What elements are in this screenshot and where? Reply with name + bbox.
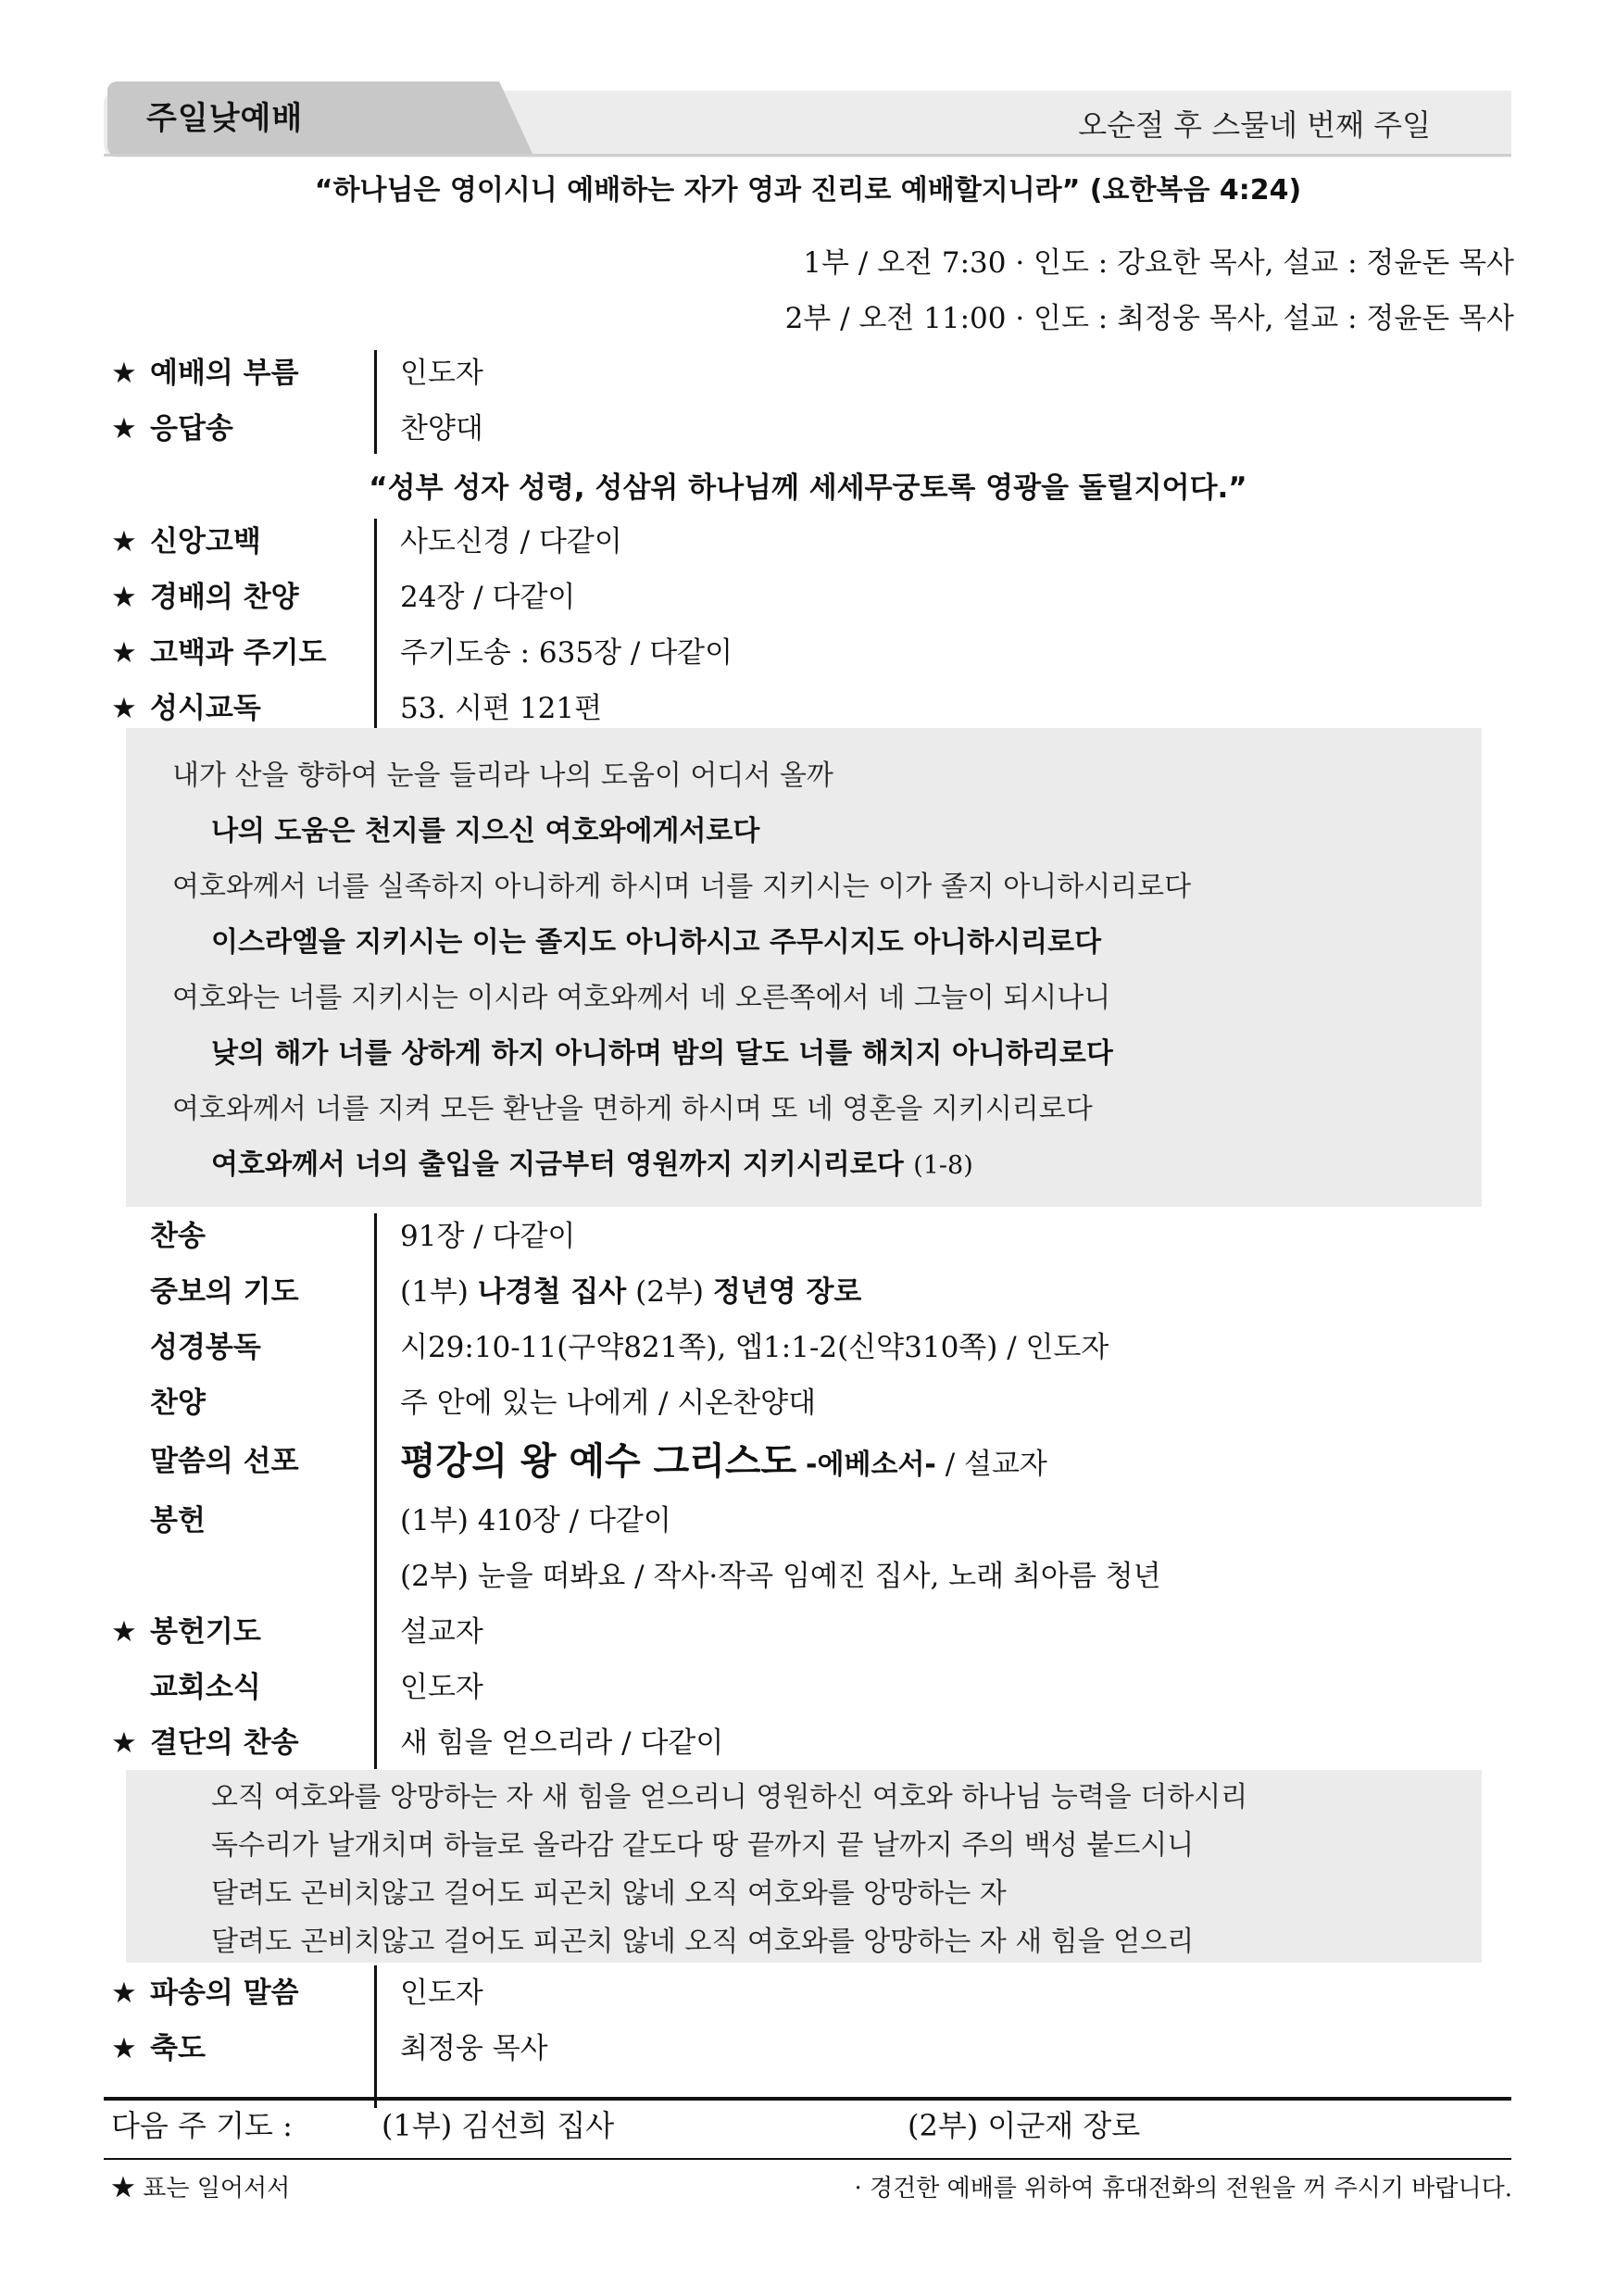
next-week-prayer-2: (2부) 이군재 장로 bbox=[908, 2108, 1141, 2143]
order-item bbox=[111, 1434, 1519, 1489]
order-value bbox=[400, 1434, 1047, 1493]
order-value: 인도자 bbox=[400, 1976, 483, 2010]
psalm-leader-line: 여호와께서 너를 실족하지 아니하게 하시며 너를 지키시는 이가 졸지 아니하시리로다 bbox=[172, 871, 1192, 903]
psalm-response-line: 낮의 해가 너를 상하게 하지 아니하며 밤의 달도 너를 해치지 아니하리로다 bbox=[211, 1037, 1113, 1070]
service-time-1: 1부 / 오전 7:30 · 인도 : 강요한 목사, 설교 : 정윤돈 목사 bbox=[803, 246, 1514, 280]
order-value: 주기도송 : 635장 / 다같이 bbox=[400, 636, 733, 670]
order-value: 24장 / 다같이 bbox=[400, 581, 576, 614]
order-value: 찬양대 bbox=[400, 412, 483, 445]
order-item bbox=[111, 514, 1519, 570]
song-lyric-line: 달려도 곤비치않고 걸어도 피곤치 않네 오직 여호와를 앙망하는 자 bbox=[211, 1877, 1007, 1910]
service-times bbox=[785, 235, 1514, 346]
order-label: 찬양 bbox=[150, 1386, 206, 1420]
star-icon: ★ bbox=[111, 636, 137, 670]
psalm-response-text: 여호와께서 너의 출입을 지금부터 영원까지 지키시리로다 bbox=[211, 1148, 904, 1181]
star-icon: ★ bbox=[111, 1615, 137, 1649]
gloria-patri: “성부 성자 성령, 성삼위 하나님께 세세무궁토록 영광을 돌릴지어다.” bbox=[369, 471, 1247, 505]
standing-note: ★ 표는 일어서서 bbox=[111, 2175, 291, 2202]
psalm-leader-line: 내가 산을 향하여 눈을 들리라 나의 도움이 어디서 올까 bbox=[172, 759, 833, 792]
psalm-response-line: 나의 도움은 천지를 지으신 여호와에게서로다 bbox=[211, 815, 760, 847]
order-value: 인도자 bbox=[400, 1671, 483, 1704]
footer-divider bbox=[104, 2097, 1511, 2101]
order-label: 찬송 bbox=[150, 1220, 206, 1253]
order-label: 예배의 부름 bbox=[150, 357, 299, 390]
order-label: 중보의 기도 bbox=[150, 1275, 299, 1309]
psalm-response-line: 이스라엘을 지키시는 이는 졸지도 아니하시고 주무시지도 아니하시리로다 bbox=[211, 926, 1102, 959]
part-label: (1부) bbox=[400, 1275, 469, 1309]
sermon-title: 평강의 왕 예수 그리스도 bbox=[400, 1440, 797, 1483]
footer-divider bbox=[104, 2158, 1511, 2160]
order-item bbox=[111, 1549, 1519, 1604]
order-label: 성경봉독 bbox=[150, 1331, 261, 1364]
order-label: 교회소식 bbox=[150, 1671, 261, 1704]
prayer-leader-2: 정년영 장로 bbox=[712, 1275, 862, 1309]
order-label: 경배의 찬양 bbox=[150, 581, 299, 614]
order-value: 시29:10-11(구약821쪽), 엡1:1-2(신약310쪽) / 인도자 bbox=[400, 1331, 1109, 1364]
order-item bbox=[111, 1320, 1519, 1375]
part-label: (2부) bbox=[635, 1275, 704, 1309]
phone-notice: · 경건한 예배를 위하여 휴대전화의 전원을 꺼 주시기 바랍니다. bbox=[854, 2175, 1512, 2202]
star-icon: ★ bbox=[111, 1726, 137, 1760]
order-label: 파송의 말씀 bbox=[150, 1976, 299, 2010]
star-icon: ★ bbox=[111, 692, 137, 725]
order-item bbox=[111, 1264, 1519, 1320]
theme-verse: “하나님은 영이시니 예배하는 자가 영과 진리로 예배할지니라” (요한복음 4:24) bbox=[314, 174, 1302, 207]
order-item bbox=[111, 1209, 1519, 1264]
order-value: 53. 시편 121편 bbox=[400, 692, 603, 725]
psalm-response-line bbox=[211, 1137, 973, 1194]
order-label: 신앙고백 bbox=[150, 525, 261, 558]
order-item bbox=[111, 1604, 1519, 1660]
order-item bbox=[111, 2021, 1519, 2076]
prayer-leader-1: 나경철 집사 bbox=[477, 1275, 627, 1309]
order-item bbox=[111, 1375, 1519, 1431]
order-value: 최정웅 목사 bbox=[400, 2032, 548, 2065]
order-item bbox=[111, 1493, 1519, 1549]
page-title: 주일낮예배 bbox=[146, 100, 304, 137]
sermon-book: -에베소서- bbox=[806, 1449, 936, 1481]
song-lyric-line: 독수리가 날개치며 하늘로 올라감 같도다 땅 끝까지 끝 날까지 주의 백성 붙드시니 bbox=[211, 1829, 1195, 1862]
order-value: (1부) 410장 / 다같이 bbox=[400, 1504, 671, 1537]
psalm-leader-line: 여호와는 너를 지키시는 이시라 여호와께서 네 오른쪽에서 네 그늘이 되시나니 bbox=[172, 982, 1111, 1014]
order-value: (2부) 눈을 떠봐요 / 작사·작곡 임예진 집사, 노래 최아름 청년 bbox=[400, 1560, 1161, 1593]
order-item bbox=[111, 345, 1519, 401]
star-icon: ★ bbox=[111, 581, 137, 614]
order-label: 고백과 주기도 bbox=[150, 636, 327, 670]
order-label: 말씀의 선포 bbox=[150, 1445, 299, 1478]
order-value: 인도자 bbox=[400, 357, 483, 390]
star-icon: ★ bbox=[111, 525, 137, 558]
next-week-prayer-1: (1부) 김선희 집사 bbox=[382, 2108, 615, 2143]
order-item bbox=[111, 1965, 1519, 2021]
order-item bbox=[111, 625, 1519, 681]
header-divider bbox=[104, 154, 1511, 157]
psalm-reference: (1-8) bbox=[913, 1151, 973, 1180]
order-label: 축도 bbox=[150, 2032, 206, 2065]
order-value: 주 안에 있는 나에게 / 시온찬양대 bbox=[400, 1386, 817, 1420]
star-icon: ★ bbox=[111, 357, 137, 390]
order-label: 응답송 bbox=[150, 412, 233, 445]
order-item bbox=[111, 1660, 1519, 1715]
order-value: 사도신경 / 다같이 bbox=[400, 525, 622, 558]
order-label: 봉헌 bbox=[150, 1504, 206, 1537]
order-label: 성시교독 bbox=[150, 692, 261, 725]
star-icon: ★ bbox=[111, 2032, 137, 2065]
service-time-2: 2부 / 오전 11:00 · 인도 : 최정웅 목사, 설교 : 정윤돈 목사 bbox=[784, 302, 1514, 335]
order-label: 결단의 찬송 bbox=[150, 1726, 299, 1760]
order-value: 새 힘을 얻으리라 / 다같이 bbox=[400, 1726, 724, 1760]
order-label: 봉헌기도 bbox=[150, 1615, 261, 1649]
song-lyric-line: 오직 여호와를 앙망하는 자 새 힘을 얻으리니 영원하신 여호와 하나님 능력을 더하시리 bbox=[211, 1781, 1248, 1813]
song-lyric-line: 달려도 곤비치않고 걸어도 피곤치 않네 오직 여호와를 앙망하는 자 새 힘을 얻으리 bbox=[211, 1926, 1195, 1958]
star-icon: ★ bbox=[111, 1976, 137, 2010]
star-icon: ★ bbox=[111, 412, 137, 445]
order-value bbox=[400, 1264, 861, 1320]
next-week-label: 다음 주 기도 : bbox=[111, 2108, 293, 2143]
order-item bbox=[111, 401, 1519, 457]
page-subtitle: 오순절 후 스물네 번째 주일 bbox=[1078, 107, 1431, 143]
order-item bbox=[111, 1715, 1519, 1771]
sermon-speaker: / 설교자 bbox=[945, 1448, 1047, 1481]
order-value: 91장 / 다같이 bbox=[400, 1220, 576, 1253]
order-value: 설교자 bbox=[400, 1615, 483, 1649]
psalm-leader-line: 여호와께서 너를 지켜 모든 환난을 면하게 하시며 또 네 영혼을 지키시리로다 bbox=[172, 1093, 1093, 1125]
order-item bbox=[111, 570, 1519, 625]
